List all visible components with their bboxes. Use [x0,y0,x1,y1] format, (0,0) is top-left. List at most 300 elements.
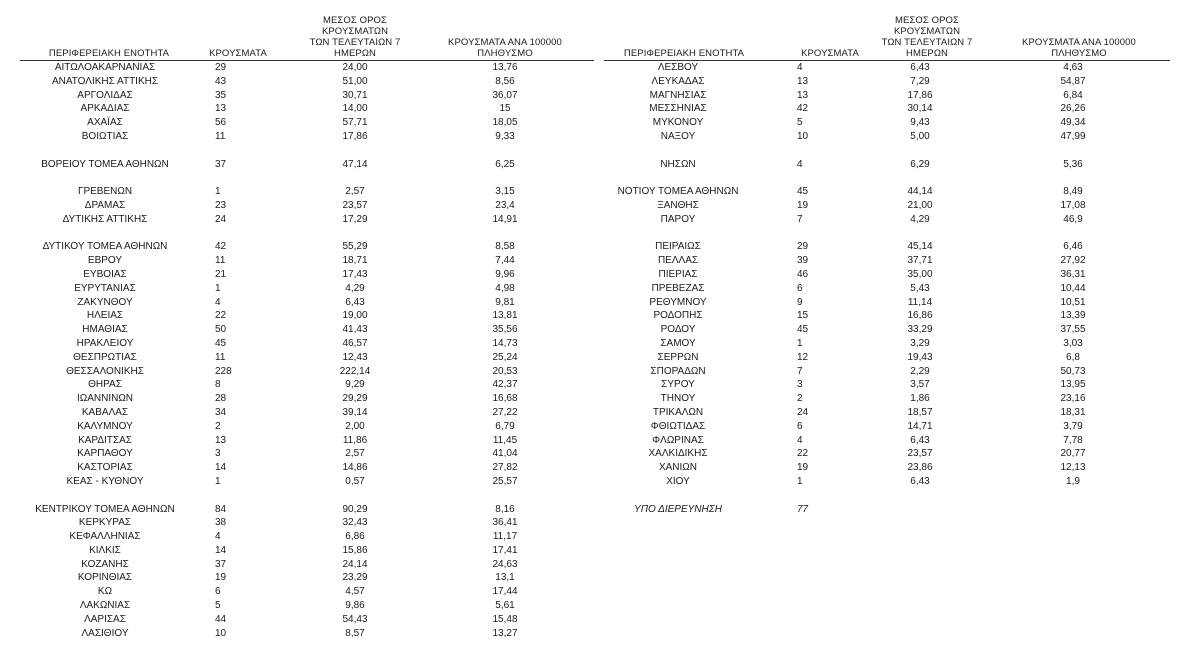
avg-7-days-cell: 2,29 [910,365,930,377]
per-100k-cell: 36,07 [492,89,518,101]
cases-cell: 228 [215,365,232,377]
avg-7-days-cell: 5,00 [910,130,930,142]
table-row [604,61,1170,75]
cases-cell: 19 [797,199,809,211]
region-cell: ΧΙΟΥ [666,475,690,487]
avg-7-days-cell: 21,00 [907,199,933,211]
per-100k-cell: 4,63 [1063,62,1083,73]
region-cell: ΦΘΙΩΤΙΔΑΣ [650,420,706,432]
cases-cell: 6 [797,420,803,432]
avg-7-days-cell: 44,14 [907,186,933,198]
cases-cell: 21 [215,268,227,280]
cases-cell: 44 [215,613,227,625]
per-100k-cell: 17,08 [1060,199,1086,211]
per-100k-cell: 13,95 [1060,379,1086,391]
avg-7-days-cell: 12,43 [342,351,368,363]
region-cell: ΛΑΡΙΣΑΣ [84,613,126,625]
cases-cell: 4 [797,158,803,170]
left-cases-table [20,15,594,640]
row-spacer [604,489,1170,503]
table-row [604,351,1170,365]
cases-cell: 9 [797,296,803,308]
header-region: ΠΕΡΙΦΕΡΕΙΑΚΗ ΕΝΟΤΗΤΑ [48,48,170,59]
region-cell: ΝΟΤΙΟΥ ΤΟΜΕΑ ΑΘΗΝΩΝ [617,186,739,198]
per-100k-cell: 35,56 [492,324,518,336]
cases-cell: 11 [215,351,226,363]
per-100k-cell: 7,78 [1063,434,1083,446]
table-row [604,89,1170,103]
header-avg-7-days: ΜΕΣΟΣ ΟΡΟΣ ΚΡΟΥΣΜΑΤΩΝ ΤΩΝ ΤΕΛΕΥΤΑΙΩΝ 7 ΗΜΕΡΩΝ [309,15,401,59]
per-100k-cell: 13,27 [492,627,518,639]
region-cell: ΑΡΓΟΛΙΔΑΣ [77,89,133,101]
header-cases-per-100k: ΚΡΟΥΣΜΑΤΑ ΑΝΑ 100000 ΠΛΗΘΥΣΜΟ [1022,37,1136,59]
table-row [604,503,1170,517]
cases-cell: 6 [215,586,221,598]
per-100k-cell: 4,98 [495,282,515,294]
table-row [20,378,594,392]
avg-7-days-cell: 5,43 [910,282,930,294]
avg-7-days-cell: 14,86 [342,462,368,474]
table-row [604,420,1170,434]
cases-cell: 84 [215,503,227,515]
region-cell: ΚΑΡΠΑΘΟΥ [77,448,133,460]
avg-7-days-cell: 23,57 [907,448,933,460]
region-cell: ΘΗΡΑΣ [88,379,122,391]
avg-7-days-cell: 30,71 [342,89,368,101]
table-row [20,530,594,544]
cases-cell: 13 [797,75,809,87]
per-100k-cell: 8,16 [495,503,515,515]
per-100k-cell: 18,05 [492,117,518,129]
avg-7-days-cell: 18,57 [907,406,933,418]
region-cell: ΤΡΙΚΑΛΩΝ [652,406,704,418]
region-cell: ΛΑΚΩΝΙΑΣ [79,600,131,612]
per-100k-cell: 25,24 [492,351,518,363]
region-cell: ΚΟΡΙΝΘΙΑΣ [77,572,133,584]
table-row [20,420,594,434]
avg-7-days-cell: 2,57 [345,186,365,198]
avg-7-days-cell: 7,29 [910,75,930,87]
table-row [20,406,594,420]
cases-cell: 45 [215,337,227,349]
avg-7-days-cell: 54,43 [342,613,368,625]
region-cell: ΡΟΔΟΥ [660,324,696,336]
per-100k-cell: 8,56 [495,75,515,87]
avg-7-days-cell: 14,00 [342,103,368,115]
cases-cell: 56 [215,117,227,129]
avg-7-days-cell: 15,86 [342,544,368,556]
per-100k-cell: 27,92 [1060,255,1086,267]
table-row [20,185,594,199]
table-row [20,61,594,75]
avg-7-days-cell: 6,43 [910,434,930,446]
per-100k-cell: 9,33 [495,130,515,142]
region-cell: ΚΕΝΤΡΙΚΟΥ ΤΟΜΕΑ ΑΘΗΝΩΝ [35,503,175,515]
per-100k-cell: 13,76 [492,62,518,73]
table-row [20,158,594,172]
avg-7-days-cell: 222,14 [339,365,371,377]
region-cell: ΚΕΦΑΛΛΗΝΙΑΣ [69,531,141,543]
avg-7-days-cell: 11,14 [907,296,933,308]
table-row [20,503,594,517]
table-row [604,199,1170,213]
cases-cell: 38 [215,517,227,529]
table-row [604,309,1170,323]
per-100k-cell: 6,84 [1063,89,1083,101]
avg-7-days-cell: 6,86 [345,531,365,543]
cases-cell: 12 [797,351,809,363]
region-cell: ΚΕΡΚΥΡΑΣ [78,517,132,529]
avg-7-days-cell: 4,57 [345,586,365,598]
region-cell: ΣΠΟΡΑΔΩΝ [650,365,706,377]
avg-7-days-cell: 45,14 [907,241,933,253]
per-100k-cell: 47,99 [1060,130,1086,142]
region-cell: ΚΑΣΤΟΡΙΑΣ [77,462,133,474]
region-cell: ΕΥΒΟΙΑΣ [83,268,127,280]
table-row [604,75,1170,89]
region-cell: ΠΕΛΛΑΣ [657,255,699,267]
table-row [20,116,594,130]
per-100k-cell: 41,04 [492,448,518,460]
table-row [20,75,594,89]
avg-7-days-cell: 8,57 [345,627,365,639]
row-spacer [604,227,1170,241]
region-cell: ΚΟΖΑΝΗΣ [81,558,129,570]
avg-7-days-cell: 23,86 [907,462,933,474]
per-100k-cell: 3,79 [1063,420,1083,432]
avg-7-days-cell: 47,14 [342,158,368,170]
per-100k-cell: 9,96 [495,268,515,280]
cases-cell: 14 [215,462,227,474]
table-row [20,434,594,448]
table-row [604,130,1170,144]
avg-7-days-cell: 14,71 [907,420,933,432]
region-cell: ΝΗΣΩΝ [660,158,696,170]
cases-cell: 50 [215,324,227,336]
per-100k-cell: 36,31 [1060,268,1086,280]
cases-cell: 45 [797,186,809,198]
avg-7-days-cell: 9,29 [345,379,365,391]
table-row [20,309,594,323]
cases-cell: 4 [215,531,221,543]
cases-cell: 1 [215,282,221,294]
avg-7-days-cell: 17,86 [907,89,933,101]
table-row [604,116,1170,130]
table-row [604,254,1170,268]
region-cell: ΘΕΣΠΡΩΤΙΑΣ [73,351,137,363]
cases-cell: 46 [797,268,809,280]
per-100k-cell: 42,37 [492,379,518,391]
region-cell: ΚΑΛΥΜΝΟΥ [77,420,133,432]
region-cell: ΧΑΝΙΩΝ [658,462,698,474]
avg-7-days-cell: 17,86 [342,130,368,142]
table-row [604,282,1170,296]
region-cell: ΓΡΕΒΕΝΩΝ [77,186,133,198]
table-row [20,296,594,310]
table-row [604,268,1170,282]
table-row [20,130,594,144]
region-cell: ΤΗΝΟΥ [660,393,696,405]
per-100k-cell: 12,13 [1060,462,1086,474]
per-100k-cell: 46,9 [1063,213,1083,225]
per-100k-cell: 10,44 [1060,282,1086,294]
region-cell: ΣΑΜΟΥ [660,337,696,349]
region-cell: ΑΙΤΩΛΟΑΚΑΡΝΑΝΙΑΣ [54,62,156,73]
avg-7-days-cell: 16,86 [907,310,933,322]
table-row [20,558,594,572]
avg-7-days-cell: 51,00 [342,75,368,87]
region-cell: ΛΕΣΒΟΥ [657,62,699,73]
header-avg-7-days: ΜΕΣΟΣ ΟΡΟΣ ΚΡΟΥΣΜΑΤΩΝ ΤΩΝ ΤΕΛΕΥΤΑΙΩΝ 7 ΗΜΕΡΩΝ [881,15,973,59]
cases-cell: 4 [797,62,803,73]
cases-cell: 37 [215,558,227,570]
per-100k-cell: 9,81 [495,296,515,308]
per-100k-cell: 23,16 [1060,393,1086,405]
region-cell: ΗΡΑΚΛΕΙΟΥ [76,337,134,349]
per-100k-cell: 7,44 [495,255,515,267]
row-spacer [20,227,594,241]
table-row [604,475,1170,489]
header-cases-per-100k: ΚΡΟΥΣΜΑΤΑ ΑΝΑ 100000 ΠΛΗΘΥΣΜΟ [448,37,562,59]
cases-cell: 1 [215,186,221,198]
table-row [20,102,594,116]
region-cell: ΔΡΑΜΑΣ [84,199,126,211]
cases-cell: 29 [797,241,809,253]
cases-cell: 1 [215,475,221,487]
cases-cell: 34 [215,406,227,418]
cases-cell: 13 [215,434,227,446]
region-cell: ΒΟΙΩΤΙΑΣ [81,130,129,142]
region-cell: ΞΑΝΘΗΣ [657,199,699,211]
avg-7-days-cell: 3,57 [910,379,930,391]
right-cases-table [604,15,1170,516]
table-row [20,213,594,227]
per-100k-cell: 11,17 [492,531,518,543]
avg-7-days-cell: 23,29 [342,572,368,584]
table-row [604,365,1170,379]
region-cell: ΗΛΕΙΑΣ [86,310,124,322]
cases-cell: 2 [215,420,221,432]
table-row [604,102,1170,116]
table-header [604,15,1170,61]
table-row [604,406,1170,420]
avg-7-days-cell: 37,71 [907,255,933,267]
table-row [20,89,594,103]
table-row [20,337,594,351]
cases-cell: 14 [215,544,227,556]
cases-cell: 5 [797,117,803,129]
per-100k-cell: 6,8 [1066,351,1080,363]
region-cell: ΝΑΞΟΥ [660,130,696,142]
region-cell: ΑΧΑΪΑΣ [87,117,123,129]
cases-cell: 2 [797,393,803,405]
cases-cell: 10 [797,130,809,142]
per-100k-cell: 13,39 [1060,310,1086,322]
per-100k-cell: 5,61 [495,600,515,612]
region-cell: ΚΑΒΑΛΑΣ [81,406,129,418]
per-100k-cell: 15,48 [492,613,518,625]
table-row [604,213,1170,227]
table-row [20,585,594,599]
region-cell: ΣΥΡΟΥ [661,379,695,391]
cases-cell: 10 [215,627,227,639]
cases-cell: 11 [215,255,226,267]
cases-cell: 42 [797,103,809,115]
row-spacer [20,489,594,503]
table-body [20,61,594,640]
region-cell: ΠΕΙΡΑΙΩΣ [655,241,701,253]
region-cell: ΡΟΔΟΠΗΣ [653,310,703,322]
avg-7-days-cell: 19,43 [907,351,933,363]
cases-cell: 43 [215,75,227,87]
region-cell: ΠΡΕΒΕΖΑΣ [651,282,705,294]
avg-7-days-cell: 1,86 [910,393,930,405]
cases-cell: 23 [215,199,227,211]
table-row [604,378,1170,392]
per-100k-cell: 17,41 [492,544,518,556]
avg-7-days-cell: 6,43 [910,62,930,73]
cases-cell: 3 [215,448,221,460]
region-cell: ΚΩ [97,586,113,598]
per-100k-cell: 14,73 [492,337,518,349]
cases-cell: 1 [797,337,803,349]
cases-cell: 11 [215,130,226,142]
region-cell: ΠΑΡΟΥ [660,213,696,225]
region-cell: ΛΑΣΙΘΙΟΥ [81,627,129,639]
per-100k-cell: 24,63 [492,558,518,570]
avg-7-days-cell: 6,43 [345,296,365,308]
avg-7-days-cell: 9,86 [345,600,365,612]
region-cell: ΚΑΡΔΙΤΣΑΣ [78,434,132,446]
cases-cell: 3 [797,379,803,391]
cases-cell: 35 [215,89,227,101]
per-100k-cell: 8,49 [1063,186,1083,198]
cases-cell: 15 [797,310,809,322]
region-cell: ΕΒΡΟΥ [87,255,123,267]
per-100k-cell: 3,03 [1063,337,1083,349]
cases-cell: 42 [215,241,227,253]
avg-7-days-cell: 39,14 [342,406,368,418]
avg-7-days-cell: 41,43 [342,324,368,336]
region-cell: ΔΥΤΙΚΟΥ ΤΟΜΕΑ ΑΘΗΝΩΝ [42,241,168,253]
per-100k-cell: 8,58 [495,241,515,253]
per-100k-cell: 10,51 [1060,296,1086,308]
per-100k-cell: 6,25 [495,158,515,170]
table-row [604,461,1170,475]
per-100k-cell: 54,87 [1060,75,1086,87]
avg-7-days-cell: 90,29 [342,503,368,515]
per-100k-cell: 16,68 [492,393,518,405]
region-cell: ΣΕΡΡΩΝ [657,351,699,363]
avg-7-days-cell: 30,14 [907,103,933,115]
per-100k-cell: 36,41 [492,517,518,529]
avg-7-days-cell: 4,29 [910,213,930,225]
cases-cell: 22 [215,310,227,322]
table-row [20,351,594,365]
region-cell: ΗΜΑΘΙΑΣ [82,324,128,336]
cases-cell: 1 [797,475,803,487]
region-cell: ΠΙΕΡΙΑΣ [658,268,698,280]
row-spacer [20,171,594,185]
cases-cell: 4 [215,296,221,308]
table-row [604,337,1170,351]
cases-cell: 19 [215,572,227,584]
cases-cell: 7 [797,213,803,225]
cases-cell: 39 [797,255,809,267]
cases-cell: 13 [215,103,227,115]
per-100k-cell: 20,53 [492,365,518,377]
region-cell: ΑΝΑΤΟΛΙΚΗΣ ΑΤΤΙΚΗΣ [51,75,159,87]
per-100k-cell: 37,55 [1060,324,1086,336]
per-100k-cell: 23,4 [495,199,515,211]
per-100k-cell: 20,77 [1060,448,1086,460]
avg-7-days-cell: 33,29 [907,324,933,336]
per-100k-cell: 15 [499,103,511,115]
region-cell: ΜΥΚΟΝΟΥ [652,117,704,129]
per-100k-cell: 18,31 [1060,406,1086,418]
per-100k-cell: 3,15 [495,186,515,198]
per-100k-cell: 26,26 [1060,103,1086,115]
region-cell: ΒΟΡΕΙΟΥ ΤΟΜΕΑ ΑΘΗΝΩΝ [41,158,169,170]
table-row [20,461,594,475]
table-row [20,199,594,213]
region-cell: ΚΙΛΚΙΣ [89,544,121,556]
header-cases: ΚΡΟΥΣΜΑΤΑ [801,48,859,59]
avg-7-days-cell: 57,71 [342,117,368,129]
table-row [604,158,1170,172]
per-100k-cell: 13,1 [495,572,515,584]
cases-cell: 4 [797,434,803,446]
per-100k-cell: 1,9 [1066,475,1080,487]
table-row [20,516,594,530]
region-cell: ΚΕΑΣ - ΚΥΘΝΟΥ [66,475,144,487]
per-100k-cell: 6,46 [1063,241,1083,253]
table-row [20,613,594,627]
per-100k-cell: 49,34 [1060,117,1086,129]
table-row [604,392,1170,406]
table-row [604,447,1170,461]
table-row [20,392,594,406]
avg-7-days-cell: 46,57 [342,337,368,349]
table-row [20,240,594,254]
region-cell: ΧΑΛΚΙΔΙΚΗΣ [648,448,708,460]
avg-7-days-cell: 6,29 [910,158,930,170]
region-cell: ΔΥΤΙΚΗΣ ΑΤΤΙΚΗΣ [62,213,148,225]
per-100k-cell: 5,36 [1063,158,1083,170]
region-cell: ΦΛΩΡΙΝΑΣ [652,434,704,446]
avg-7-days-cell: 17,29 [342,213,368,225]
avg-7-days-cell: 55,29 [342,241,368,253]
table-row [20,323,594,337]
region-cell: ΜΕΣΣΗΝΙΑΣ [649,103,707,115]
cases-cell: 37 [215,158,227,170]
table-row [604,434,1170,448]
cases-cell: 24 [215,213,227,225]
cases-cell: 22 [797,448,809,460]
header-region: ΠΕΡΙΦΕΡΕΙΑΚΗ ΕΝΟΤΗΤΑ [623,48,745,59]
avg-7-days-cell: 6,43 [910,475,930,487]
region-cell: ΥΠΟ ΔΙΕΡΕΥΝΗΣΗ [634,503,722,515]
cases-cell: 24 [797,406,809,418]
row-spacer [20,144,594,158]
table-row [604,323,1170,337]
region-cell: ΕΥΡΥΤΑΝΙΑΣ [74,282,136,294]
cases-cell: 77 [797,503,809,515]
region-cell: ΛΕΥΚΑΔΑΣ [651,75,705,87]
region-cell: ΘΕΣΣΑΛΟΝΙΚΗΣ [66,365,144,377]
avg-7-days-cell: 3,29 [910,337,930,349]
region-cell: ΡΕΘΥΜΝΟΥ [649,296,707,308]
